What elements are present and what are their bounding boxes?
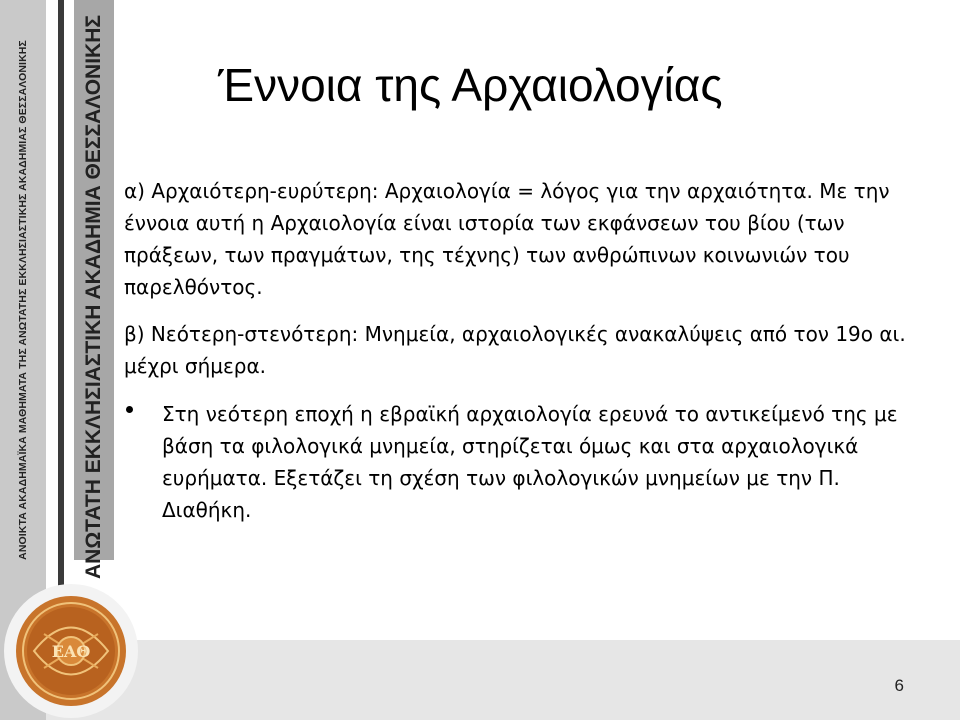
- page-number: 6: [894, 676, 904, 695]
- bullet-text: Στη νεότερη εποχή η εβραϊκή αρχαιολογία ερευνά το αντικείμενό της με βάση τα φιλολογικά μνημεία, στηρίζεται όμως και στα αρχαιολογικά ευρήματα. Εξετάζει τη σχέση των φιλολογικών μνημείων με την Π. Διαθήκη.: [162, 402, 898, 522]
- footer-bar: [46, 640, 960, 720]
- bullet-icon: [126, 406, 133, 413]
- paragraph-a: α) Αρχαιότερη-ευρύτερη: Αρχαιολογία = λόγος για την αρχαιότητα. Με την έννοια αυτή η Αρχαιολογία είναι ιστορία των εκφάνσεων του βίου (των πράξεων, των πραγμάτων, της τέχνης) των ανθρώπινων κοινωνιών του παρελθόντος.: [124, 179, 890, 299]
- paragraph-b: β) Νεότερη-στενότερη: Μνημεία, αρχαιολογικές ανακαλύψεις από τον 19ο αι. μέχρι σήμερα.: [124, 322, 906, 378]
- divider-line: [58, 0, 64, 600]
- strip-label: ΑΝΟΙΚΤΑ ΑΚΑΔΗΜΑΪΚΑ ΜΑΘΗΜΑΤΑ ΤΗΣ ΑΝΩΤΑΤΗΣ ΕΚΚΛΗΣΙΑΣΤΙΚΗΣ ΑΚΑΔΗΜΙΑΣ ΘΕΣΣΑΛΟΝΙΚΗΣ: [17, 40, 29, 560]
- academy-seal-logo: [14, 594, 128, 708]
- slide-title: Έννοια της Αρχαιολογίας: [218, 59, 723, 111]
- seal-lettering: ΕΑΘ: [51, 642, 91, 661]
- institution-label: ΑΝΩΤΑΤΗ ΕΚΚΛΗΣΙΑΣΤΙΚΗ ΑΚΑΔΗΜΙΑ ΘΕΣΣΑΛΟΝΙΚΗΣ: [82, 15, 105, 579]
